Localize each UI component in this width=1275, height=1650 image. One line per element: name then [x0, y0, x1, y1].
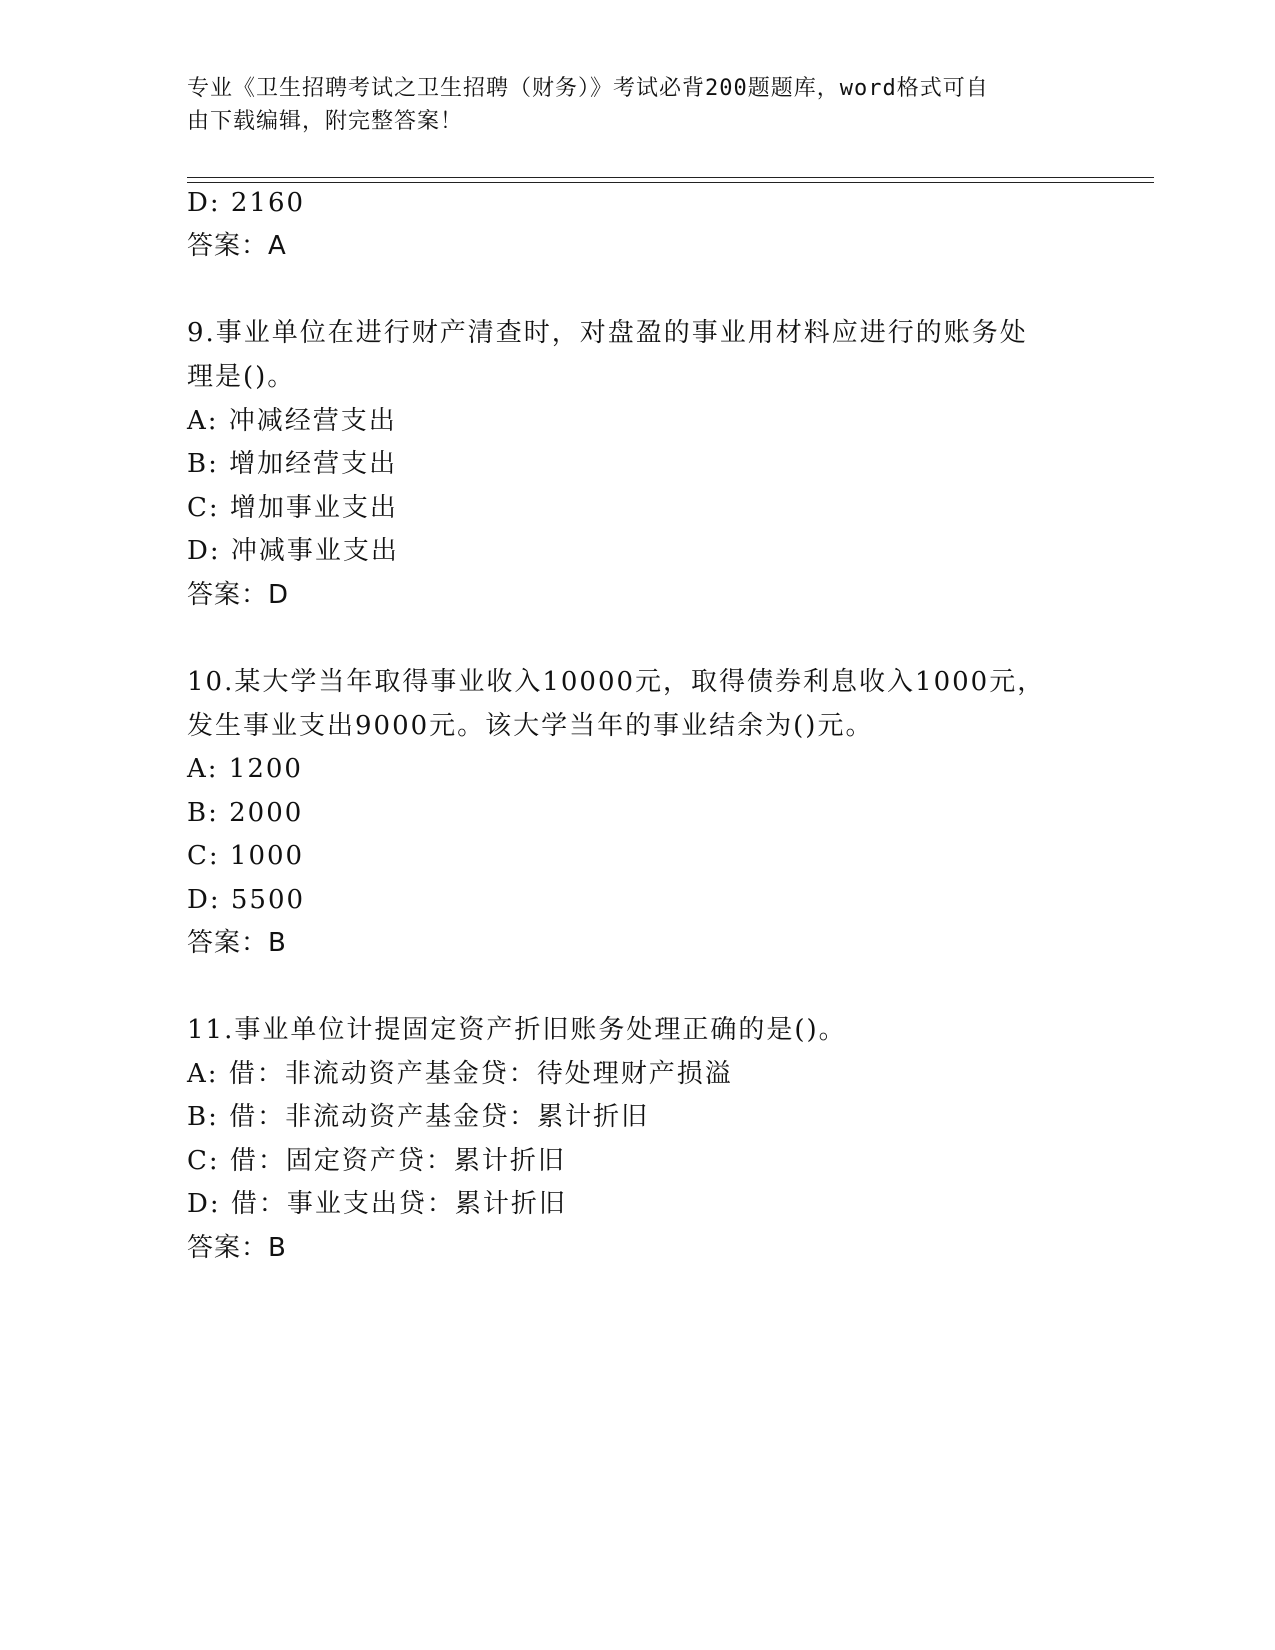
- header-divider-top: [187, 177, 1154, 178]
- q10-stem-line-1: 10.某大学当年取得事业收入10000元，取得债券利息收入1000元，: [187, 667, 1046, 697]
- q10-option-a: A: 1200: [187, 754, 303, 784]
- q9-stem-line-2: 理是()。: [187, 362, 296, 392]
- q11-option-b: B: 借：非流动资产基金贷：累计折旧: [187, 1102, 650, 1132]
- header-divider-bottom: [187, 182, 1154, 183]
- q9-option-c: C: 增加事业支出: [187, 493, 398, 523]
- q11-stem-line-1: 11.事业单位计提固定资产折旧账务处理正确的是()。: [187, 1015, 847, 1045]
- q10-option-d: D: 5500: [187, 885, 306, 915]
- q9-option-a: A: 冲减经营支出: [187, 406, 397, 436]
- q8-option-d: D: 2160: [187, 188, 306, 218]
- q10-option-c: C: 1000: [187, 841, 305, 871]
- q10-stem-line-2: 发生事业支出9000元。该大学当年的事业结余为()元。: [187, 711, 874, 741]
- q10-answer: 答案：B: [187, 928, 287, 958]
- q11-option-d: D: 借：事业支出贷：累计折旧: [187, 1189, 567, 1219]
- q9-answer: 答案：D: [187, 580, 290, 610]
- q10-option-b: B: 2000: [187, 798, 304, 828]
- q11-option-c: C: 借：固定资产贷：累计折旧: [187, 1146, 566, 1176]
- q11-answer: 答案：B: [187, 1233, 287, 1263]
- q9-option-d: D: 冲减事业支出: [187, 536, 399, 566]
- q11-option-a: A: 借：非流动资产基金贷：待处理财产损溢: [187, 1059, 733, 1089]
- q9-stem-line-1: 9.事业单位在进行财产清查时，对盘盈的事业用材料应进行的账务处: [187, 318, 1028, 348]
- q9-option-b: B: 增加经营支出: [187, 449, 398, 479]
- header-line-1: 专业《卫生招聘考试之卫生招聘（财务）》考试必背200题题库，word格式可自: [187, 76, 989, 101]
- header-line-2: 由下载编辑，附完整答案！: [187, 109, 464, 134]
- document-header: [187, 72, 1067, 138]
- q8-answer: 答案：A: [187, 231, 287, 261]
